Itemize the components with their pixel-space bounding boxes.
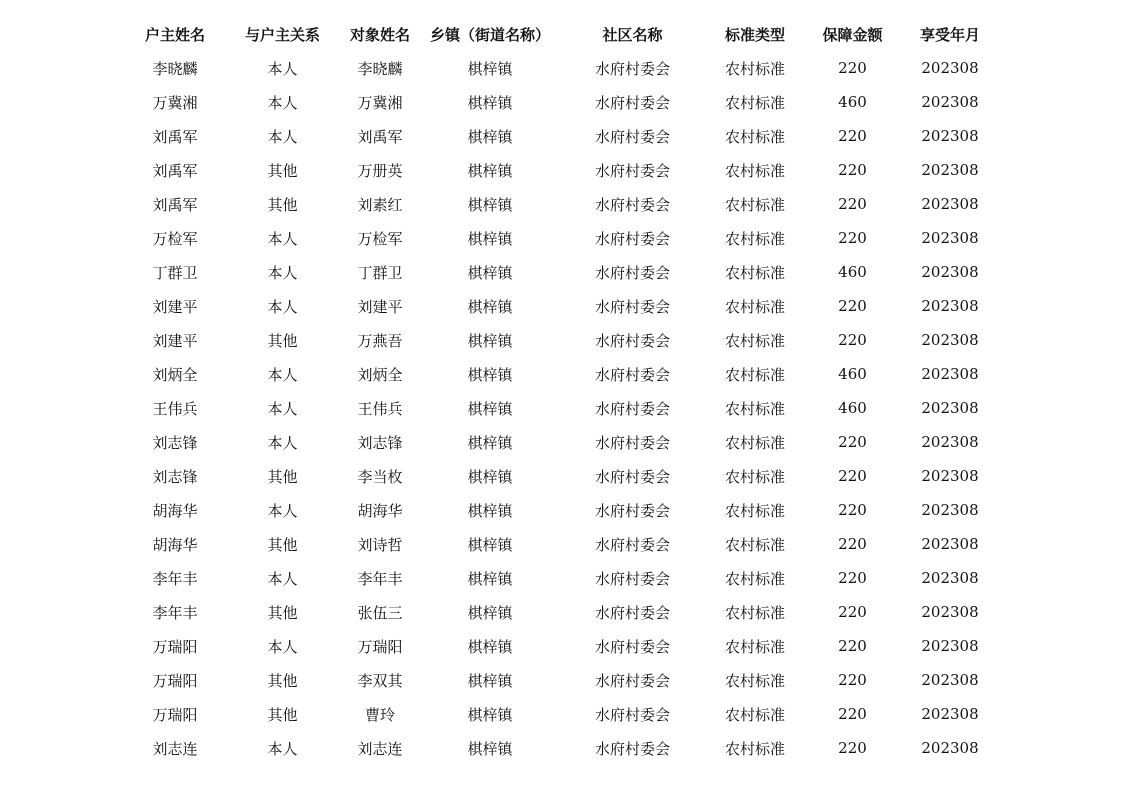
- table-row: [125, 459, 1000, 493]
- cell-month: 202308: [921, 127, 979, 145]
- cell-relation: 其他: [267, 705, 298, 724]
- cell-community: 水府村委会: [594, 535, 670, 554]
- cell-month: 202308: [921, 603, 979, 621]
- cell-township: 棋梓镇: [467, 433, 513, 452]
- cell-township: 棋梓镇: [467, 365, 513, 384]
- table-header: [125, 17, 1000, 51]
- cell-relation: 其他: [267, 603, 298, 622]
- cell-householder-name: 胡海华: [152, 535, 198, 554]
- cell-month: 202308: [921, 297, 979, 315]
- cell-amount: 220: [838, 569, 867, 587]
- cell-community: 水府村委会: [594, 161, 670, 180]
- cell-community: 水府村委会: [594, 467, 670, 486]
- table-body: [125, 51, 1000, 765]
- cell-householder-name: 李晓麟: [152, 59, 198, 78]
- cell-amount: 220: [838, 637, 867, 655]
- cell-township: 棋梓镇: [467, 127, 513, 146]
- cell-recipient-name: 万冀湘: [357, 93, 403, 112]
- cell-householder-name: 丁群卫: [152, 263, 198, 282]
- cell-standard-type: 农村标准: [724, 535, 785, 554]
- header-township: 乡镇（街道名称）: [429, 25, 550, 44]
- cell-recipient-name: 李双其: [357, 671, 403, 690]
- header-row: [125, 17, 1000, 51]
- cell-standard-type: 农村标准: [724, 433, 785, 452]
- cell-relation: 本人: [267, 637, 298, 656]
- table-row: [125, 357, 1000, 391]
- cell-recipient-name: 丁群卫: [357, 263, 403, 282]
- cell-month: 202308: [921, 637, 979, 655]
- cell-amount: 220: [838, 59, 867, 77]
- header-relation: 与户主关系: [244, 25, 320, 44]
- cell-recipient-name: 王伟兵: [357, 399, 403, 418]
- cell-standard-type: 农村标准: [724, 297, 785, 316]
- table-row: [125, 629, 1000, 663]
- cell-standard-type: 农村标准: [724, 331, 785, 350]
- cell-township: 棋梓镇: [467, 637, 513, 656]
- cell-standard-type: 农村标准: [724, 93, 785, 112]
- cell-township: 棋梓镇: [467, 263, 513, 282]
- cell-community: 水府村委会: [594, 229, 670, 248]
- cell-community: 水府村委会: [594, 603, 670, 622]
- cell-relation: 本人: [267, 93, 298, 112]
- cell-standard-type: 农村标准: [724, 569, 785, 588]
- header-recipient-name: 对象姓名: [349, 25, 410, 44]
- cell-standard-type: 农村标准: [724, 59, 785, 78]
- cell-township: 棋梓镇: [467, 603, 513, 622]
- cell-standard-type: 农村标准: [724, 195, 785, 214]
- cell-township: 棋梓镇: [467, 705, 513, 724]
- cell-standard-type: 农村标准: [724, 467, 785, 486]
- cell-recipient-name: 刘素红: [357, 195, 403, 214]
- table-row: [125, 527, 1000, 561]
- cell-standard-type: 农村标准: [724, 399, 785, 418]
- cell-householder-name: 刘志连: [152, 739, 198, 758]
- cell-recipient-name: 万燕吾: [357, 331, 403, 350]
- cell-householder-name: 万瑞阳: [152, 705, 198, 724]
- cell-relation: 本人: [267, 569, 298, 588]
- cell-community: 水府村委会: [594, 569, 670, 588]
- header-community: 社区名称: [602, 25, 663, 44]
- table-row: [125, 595, 1000, 629]
- cell-month: 202308: [921, 195, 979, 213]
- cell-township: 棋梓镇: [467, 569, 513, 588]
- cell-community: 水府村委会: [594, 331, 670, 350]
- cell-recipient-name: 刘禹军: [357, 127, 403, 146]
- cell-householder-name: 李年丰: [152, 569, 198, 588]
- beneficiary-table: [125, 17, 1000, 765]
- cell-amount: 220: [838, 705, 867, 723]
- table-row: [125, 697, 1000, 731]
- cell-amount: 220: [838, 535, 867, 553]
- cell-community: 水府村委会: [594, 433, 670, 452]
- cell-householder-name: 刘建平: [152, 331, 198, 350]
- cell-standard-type: 农村标准: [724, 127, 785, 146]
- cell-recipient-name: 万瑞阳: [357, 637, 403, 656]
- cell-community: 水府村委会: [594, 637, 670, 656]
- cell-township: 棋梓镇: [467, 331, 513, 350]
- cell-month: 202308: [921, 535, 979, 553]
- cell-amount: 220: [838, 229, 867, 247]
- cell-standard-type: 农村标准: [724, 671, 785, 690]
- cell-month: 202308: [921, 739, 979, 757]
- cell-community: 水府村委会: [594, 705, 670, 724]
- cell-township: 棋梓镇: [467, 501, 513, 520]
- cell-relation: 其他: [267, 535, 298, 554]
- cell-month: 202308: [921, 161, 979, 179]
- cell-standard-type: 农村标准: [724, 365, 785, 384]
- table-row: [125, 323, 1000, 357]
- cell-amount: 220: [838, 739, 867, 757]
- cell-recipient-name: 刘炳全: [357, 365, 403, 384]
- table-row: [125, 119, 1000, 153]
- cell-community: 水府村委会: [594, 365, 670, 384]
- table-row: [125, 561, 1000, 595]
- table-row: [125, 51, 1000, 85]
- cell-township: 棋梓镇: [467, 59, 513, 78]
- cell-month: 202308: [921, 263, 979, 281]
- cell-standard-type: 农村标准: [724, 161, 785, 180]
- cell-relation: 其他: [267, 161, 298, 180]
- cell-community: 水府村委会: [594, 501, 670, 520]
- cell-recipient-name: 胡海华: [357, 501, 403, 520]
- table-row: [125, 663, 1000, 697]
- cell-month: 202308: [921, 93, 979, 111]
- cell-township: 棋梓镇: [467, 739, 513, 758]
- cell-standard-type: 农村标准: [724, 501, 785, 520]
- cell-amount: 220: [838, 297, 867, 315]
- cell-standard-type: 农村标准: [724, 229, 785, 248]
- cell-amount: 220: [838, 127, 867, 145]
- cell-relation: 其他: [267, 671, 298, 690]
- cell-township: 棋梓镇: [467, 161, 513, 180]
- cell-month: 202308: [921, 365, 979, 383]
- cell-amount: 460: [838, 93, 867, 111]
- cell-amount: 220: [838, 195, 867, 213]
- cell-householder-name: 万瑞阳: [152, 637, 198, 656]
- table-row: [125, 493, 1000, 527]
- cell-relation: 本人: [267, 501, 298, 520]
- cell-amount: 460: [838, 399, 867, 417]
- cell-community: 水府村委会: [594, 671, 670, 690]
- cell-recipient-name: 李晓麟: [357, 59, 403, 78]
- cell-month: 202308: [921, 705, 979, 723]
- cell-amount: 220: [838, 501, 867, 519]
- cell-householder-name: 刘禹军: [152, 127, 198, 146]
- cell-township: 棋梓镇: [467, 93, 513, 112]
- table-row: [125, 255, 1000, 289]
- cell-householder-name: 刘建平: [152, 297, 198, 316]
- cell-recipient-name: 刘志连: [357, 739, 403, 758]
- cell-relation: 其他: [267, 331, 298, 350]
- header-amount: 保障金额: [822, 25, 883, 44]
- cell-relation: 本人: [267, 297, 298, 316]
- cell-amount: 220: [838, 467, 867, 485]
- cell-relation: 本人: [267, 127, 298, 146]
- cell-householder-name: 万冀湘: [152, 93, 198, 112]
- cell-householder-name: 刘志锋: [152, 433, 198, 452]
- cell-amount: 220: [838, 331, 867, 349]
- cell-householder-name: 万检军: [152, 229, 198, 248]
- table-row: [125, 289, 1000, 323]
- cell-recipient-name: 刘建平: [357, 297, 403, 316]
- cell-relation: 本人: [267, 59, 298, 78]
- cell-relation: 其他: [267, 467, 298, 486]
- cell-amount: 460: [838, 365, 867, 383]
- cell-month: 202308: [921, 59, 979, 77]
- cell-standard-type: 农村标准: [724, 603, 785, 622]
- header-householder-name: 户主姓名: [144, 25, 205, 44]
- cell-township: 棋梓镇: [467, 297, 513, 316]
- cell-recipient-name: 刘诗哲: [357, 535, 403, 554]
- cell-householder-name: 刘炳全: [152, 365, 198, 384]
- cell-amount: 460: [838, 263, 867, 281]
- cell-relation: 本人: [267, 365, 298, 384]
- cell-householder-name: 刘禹军: [152, 195, 198, 214]
- cell-householder-name: 李年丰: [152, 603, 198, 622]
- cell-relation: 本人: [267, 263, 298, 282]
- cell-amount: 220: [838, 671, 867, 689]
- cell-month: 202308: [921, 331, 979, 349]
- cell-amount: 220: [838, 433, 867, 451]
- cell-amount: 220: [838, 603, 867, 621]
- cell-community: 水府村委会: [594, 195, 670, 214]
- cell-relation: 本人: [267, 433, 298, 452]
- table-row: [125, 187, 1000, 221]
- cell-month: 202308: [921, 433, 979, 451]
- cell-standard-type: 农村标准: [724, 263, 785, 282]
- cell-township: 棋梓镇: [467, 535, 513, 554]
- cell-householder-name: 王伟兵: [152, 399, 198, 418]
- cell-recipient-name: 李年丰: [357, 569, 403, 588]
- cell-township: 棋梓镇: [467, 671, 513, 690]
- cell-community: 水府村委会: [594, 93, 670, 112]
- table-row: [125, 85, 1000, 119]
- cell-community: 水府村委会: [594, 59, 670, 78]
- cell-township: 棋梓镇: [467, 229, 513, 248]
- header-month: 享受年月: [919, 25, 980, 44]
- cell-relation: 本人: [267, 739, 298, 758]
- table-row: [125, 221, 1000, 255]
- cell-householder-name: 万瑞阳: [152, 671, 198, 690]
- cell-township: 棋梓镇: [467, 195, 513, 214]
- cell-standard-type: 农村标准: [724, 705, 785, 724]
- cell-community: 水府村委会: [594, 127, 670, 146]
- cell-recipient-name: 李当枚: [357, 467, 403, 486]
- cell-householder-name: 胡海华: [152, 501, 198, 520]
- cell-recipient-name: 万检军: [357, 229, 403, 248]
- cell-recipient-name: 曹玲: [364, 705, 395, 724]
- table-row: [125, 153, 1000, 187]
- cell-relation: 其他: [267, 195, 298, 214]
- cell-householder-name: 刘志锋: [152, 467, 198, 486]
- cell-month: 202308: [921, 399, 979, 417]
- cell-month: 202308: [921, 229, 979, 247]
- cell-township: 棋梓镇: [467, 467, 513, 486]
- table-row: [125, 731, 1000, 765]
- table-row: [125, 425, 1000, 459]
- cell-community: 水府村委会: [594, 399, 670, 418]
- table-row: [125, 391, 1000, 425]
- cell-township: 棋梓镇: [467, 399, 513, 418]
- cell-month: 202308: [921, 467, 979, 485]
- cell-relation: 本人: [267, 399, 298, 418]
- cell-community: 水府村委会: [594, 297, 670, 316]
- cell-amount: 220: [838, 161, 867, 179]
- cell-community: 水府村委会: [594, 263, 670, 282]
- cell-month: 202308: [921, 501, 979, 519]
- cell-community: 水府村委会: [594, 739, 670, 758]
- cell-standard-type: 农村标准: [724, 739, 785, 758]
- cell-recipient-name: 刘志锋: [357, 433, 403, 452]
- cell-relation: 本人: [267, 229, 298, 248]
- cell-standard-type: 农村标准: [724, 637, 785, 656]
- cell-month: 202308: [921, 569, 979, 587]
- cell-recipient-name: 万册英: [357, 161, 403, 180]
- header-standard-type: 标准类型: [724, 25, 785, 44]
- cell-month: 202308: [921, 671, 979, 689]
- cell-recipient-name: 张伍三: [357, 603, 403, 622]
- cell-householder-name: 刘禹军: [152, 161, 198, 180]
